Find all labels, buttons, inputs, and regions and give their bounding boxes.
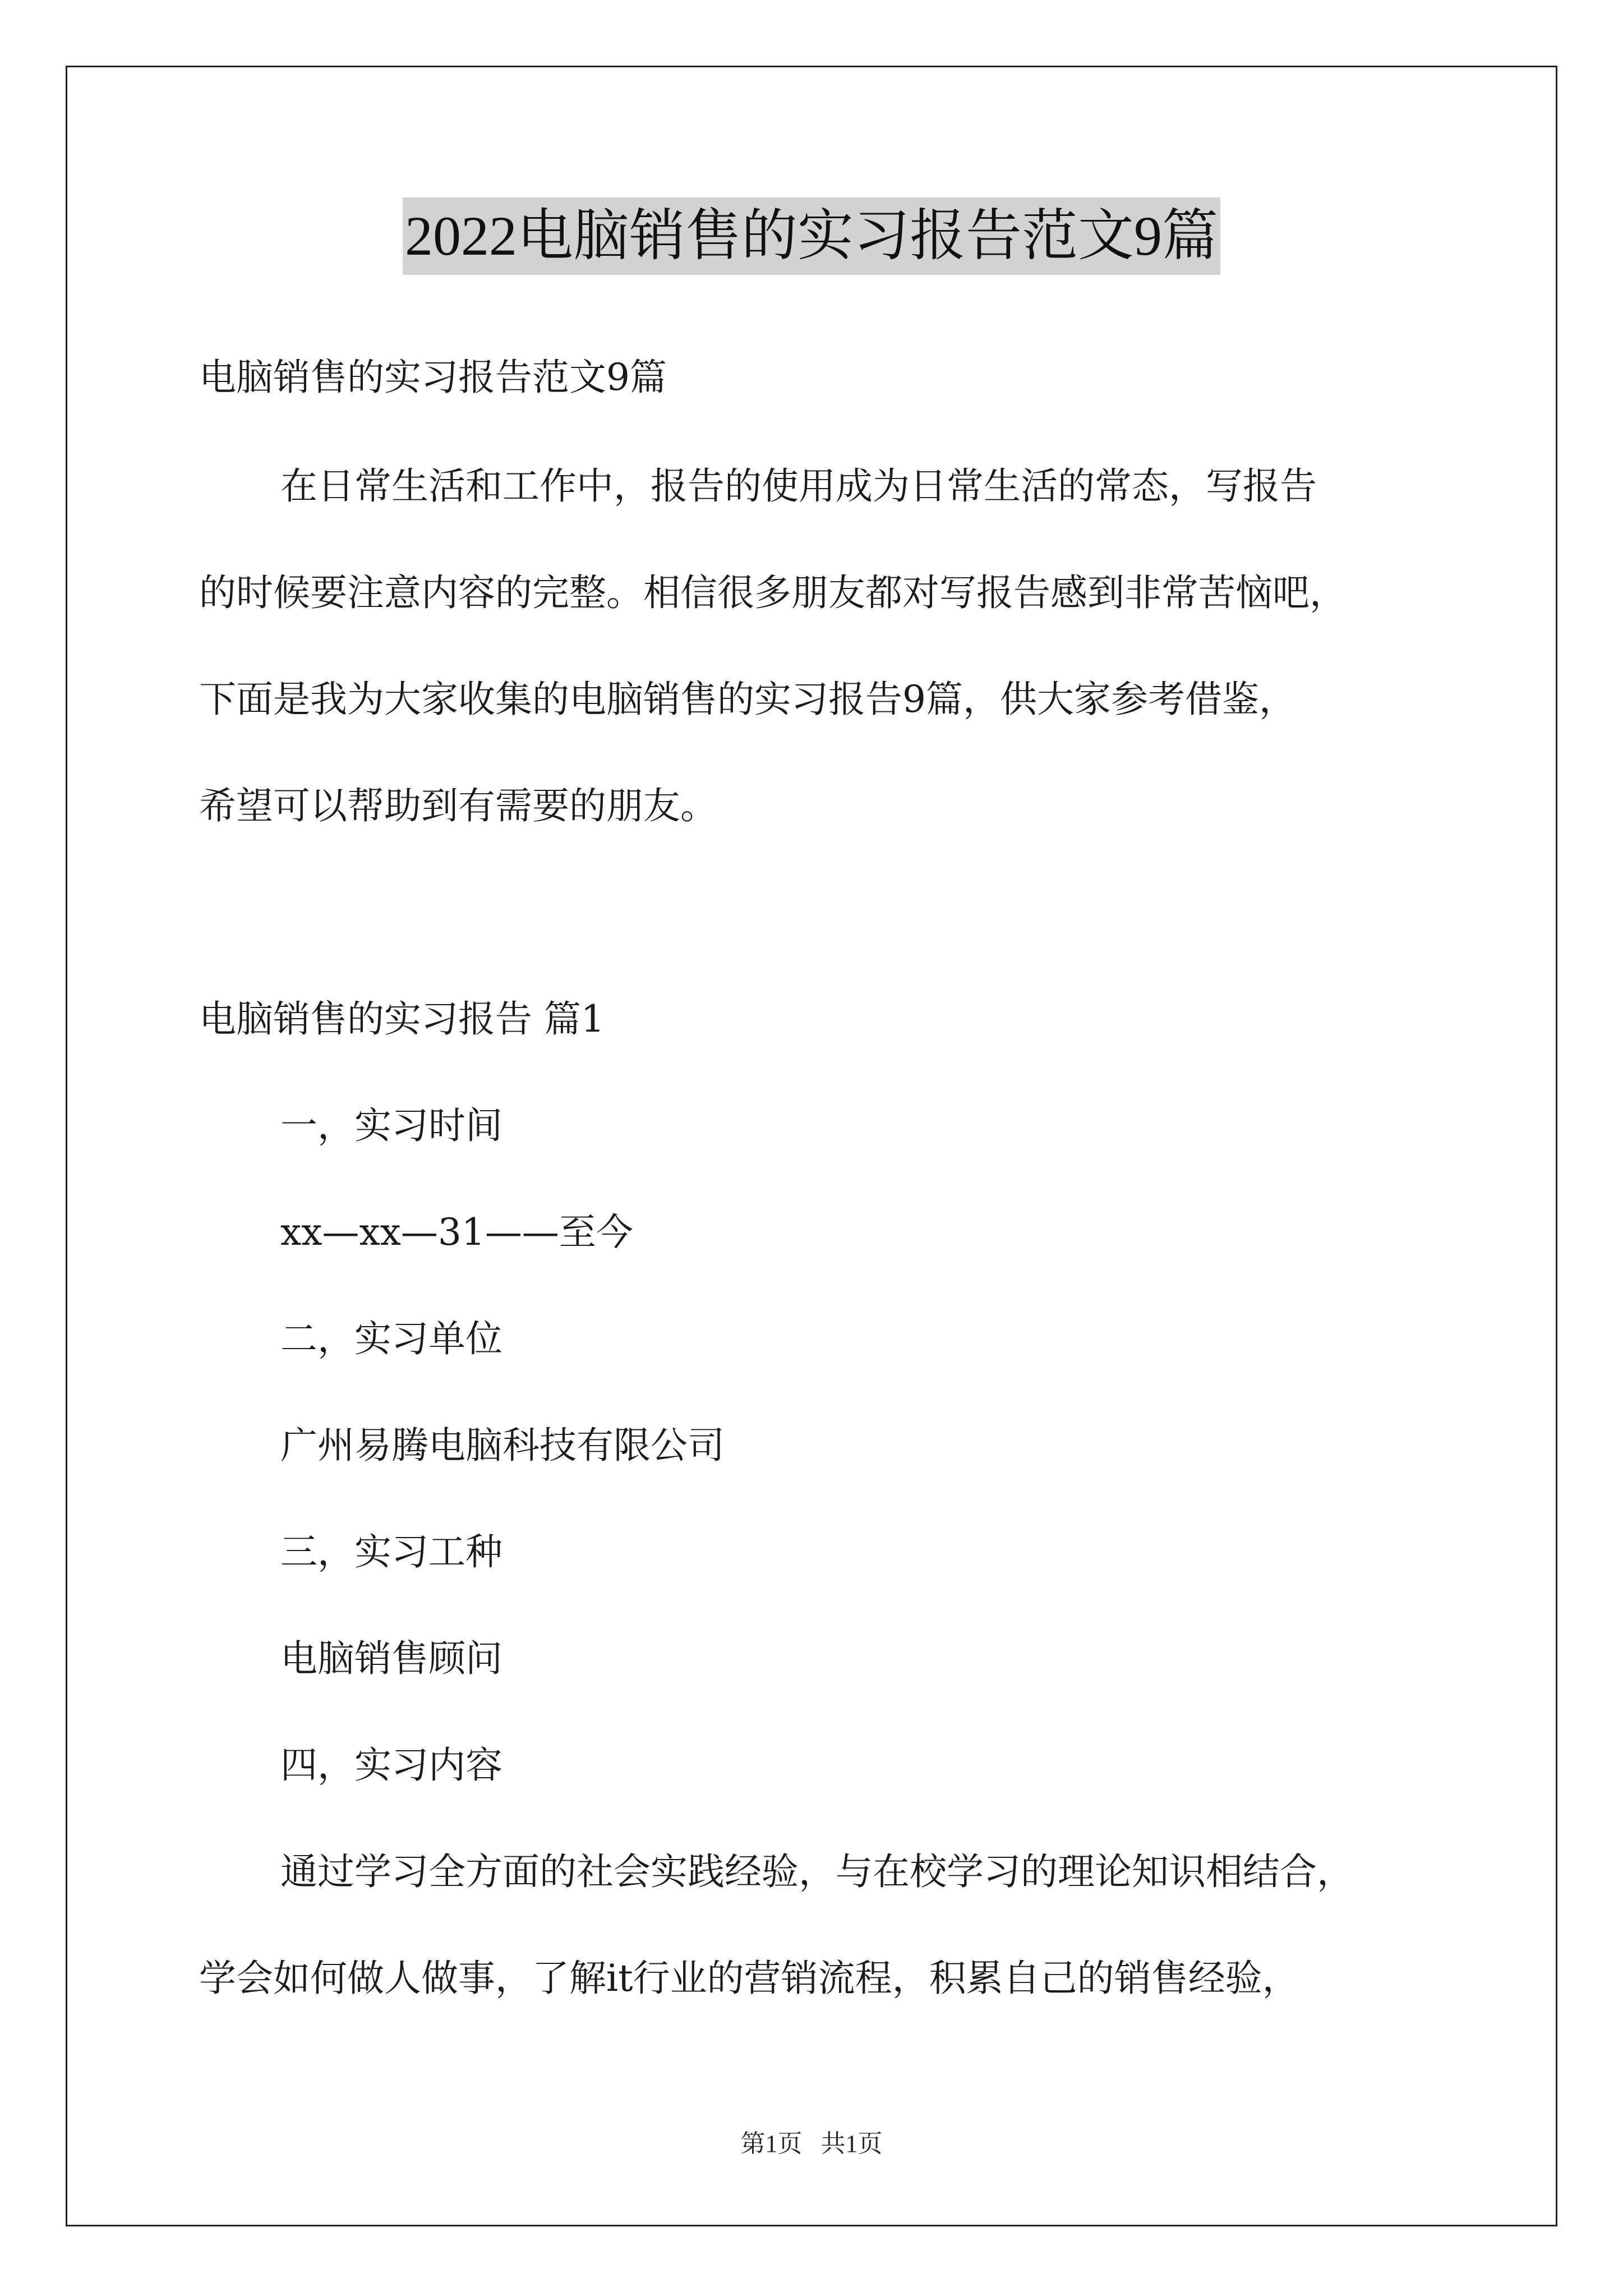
item-internship-time-value: xx—xx—31——至今 <box>280 1211 633 1254</box>
body-line-1: 通过学习全方面的社会实践经验，与在校学习的理论知识相结合， <box>280 1850 1354 1893</box>
item-internship-time-label: 一，实习时间 <box>280 1104 502 1147</box>
document-title: 2022电脑销售的实习报告范文9篇 <box>403 197 1220 275</box>
page-footer: 第1页 共1页 <box>740 2130 883 2157</box>
document-subtitle: 电脑销售的实习报告范文9篇 <box>199 356 667 399</box>
item-internship-job-label: 三，实习工种 <box>280 1530 502 1573</box>
intro-line-2: 的时候要注意内容的完整。相信很多朋友都对写报告感到非常苦恼吧， <box>199 571 1347 614</box>
body-line-2: 学会如何做人做事，了解it行业的营销流程，积累自己的销售经验， <box>199 1957 1299 2000</box>
intro-line-4: 希望可以帮助到有需要的朋友。 <box>199 784 717 827</box>
intro-line-1: 在日常生活和工作中，报告的使用成为日常生活的常态，写报告 <box>280 464 1317 508</box>
item-internship-content-label: 四，实习内容 <box>280 1743 502 1787</box>
section-heading: 电脑销售的实习报告 篇1 <box>199 997 605 1041</box>
item-internship-unit-value: 广州易腾电脑科技有限公司 <box>280 1424 725 1467</box>
intro-line-3: 下面是我为大家收集的电脑销售的实习报告9篇，供大家参考借鉴， <box>199 678 1296 721</box>
item-internship-unit-label: 二，实习单位 <box>280 1317 502 1360</box>
title-container <box>0 197 1623 275</box>
item-internship-job-value: 电脑销售顾问 <box>280 1637 502 1680</box>
